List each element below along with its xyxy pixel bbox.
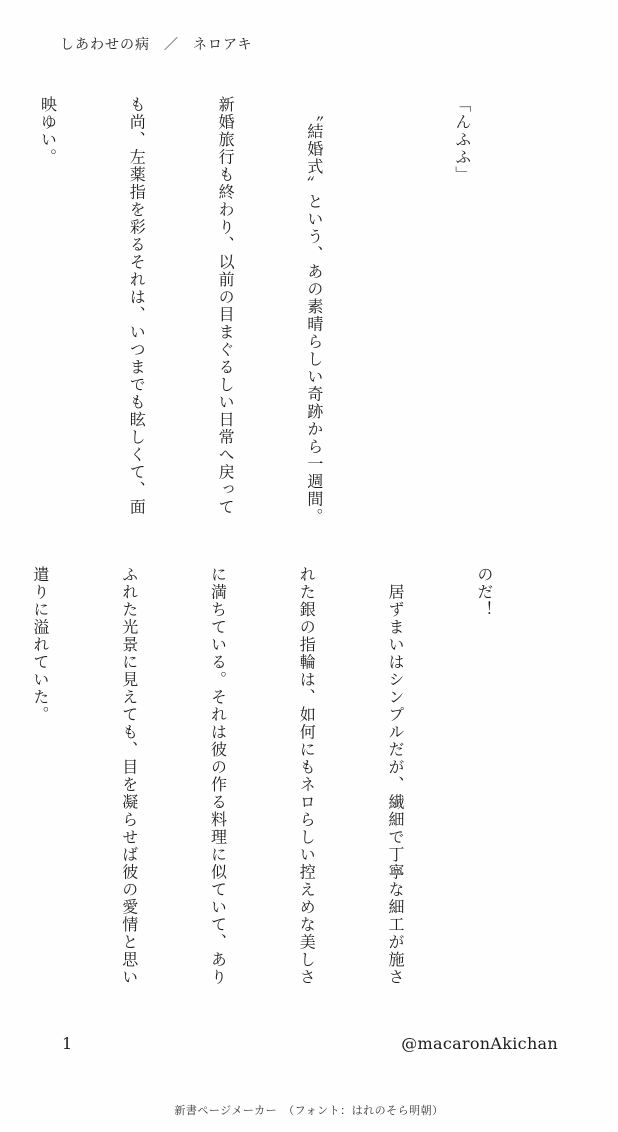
- page-number: 1: [62, 1034, 73, 1053]
- generator-credit: 新書ページメーカー （フォント：はれのそら明朝）: [174, 1104, 444, 1117]
- title-separator: ／: [164, 37, 179, 53]
- story-author: ネロアキ: [193, 37, 253, 53]
- text-line: 〝結婚式〟という、あの素晴らしい奇跡から一週間。: [304, 96, 324, 526]
- story-title: しあわせの病: [60, 37, 150, 53]
- text-line: 新婚旅行も終わり、以前の目まぐるしい日常へ戻って: [216, 96, 236, 516]
- text-line: 映ゆい。: [38, 96, 58, 166]
- text-line: 居ずまいはシンプルだが、繊細で丁寧な細工が施さ: [386, 566, 406, 986]
- text-line: のだ！: [474, 566, 494, 619]
- text-block-lower: [30, 566, 558, 1016]
- author-handle: @macaronAkichan: [401, 1034, 558, 1053]
- text-line: 遣りに溢れていた。: [30, 566, 50, 724]
- text-line: 「んふふ」: [452, 96, 472, 184]
- text-line: も尚、左薬指を彩るそれは、いつまでも眩しくて、面: [127, 96, 147, 516]
- page-header: [60, 34, 252, 54]
- text-block-upper: [38, 96, 536, 556]
- text-line: れた銀の指輪は、如何にもネロらしい控えめな美しさ: [297, 566, 317, 986]
- text-line: ふれた光景に見えても、目を凝らせば彼の愛情と思い: [119, 566, 139, 986]
- text-line: に満ちている。それは彼の作る料理に似ていて、あり: [208, 566, 228, 986]
